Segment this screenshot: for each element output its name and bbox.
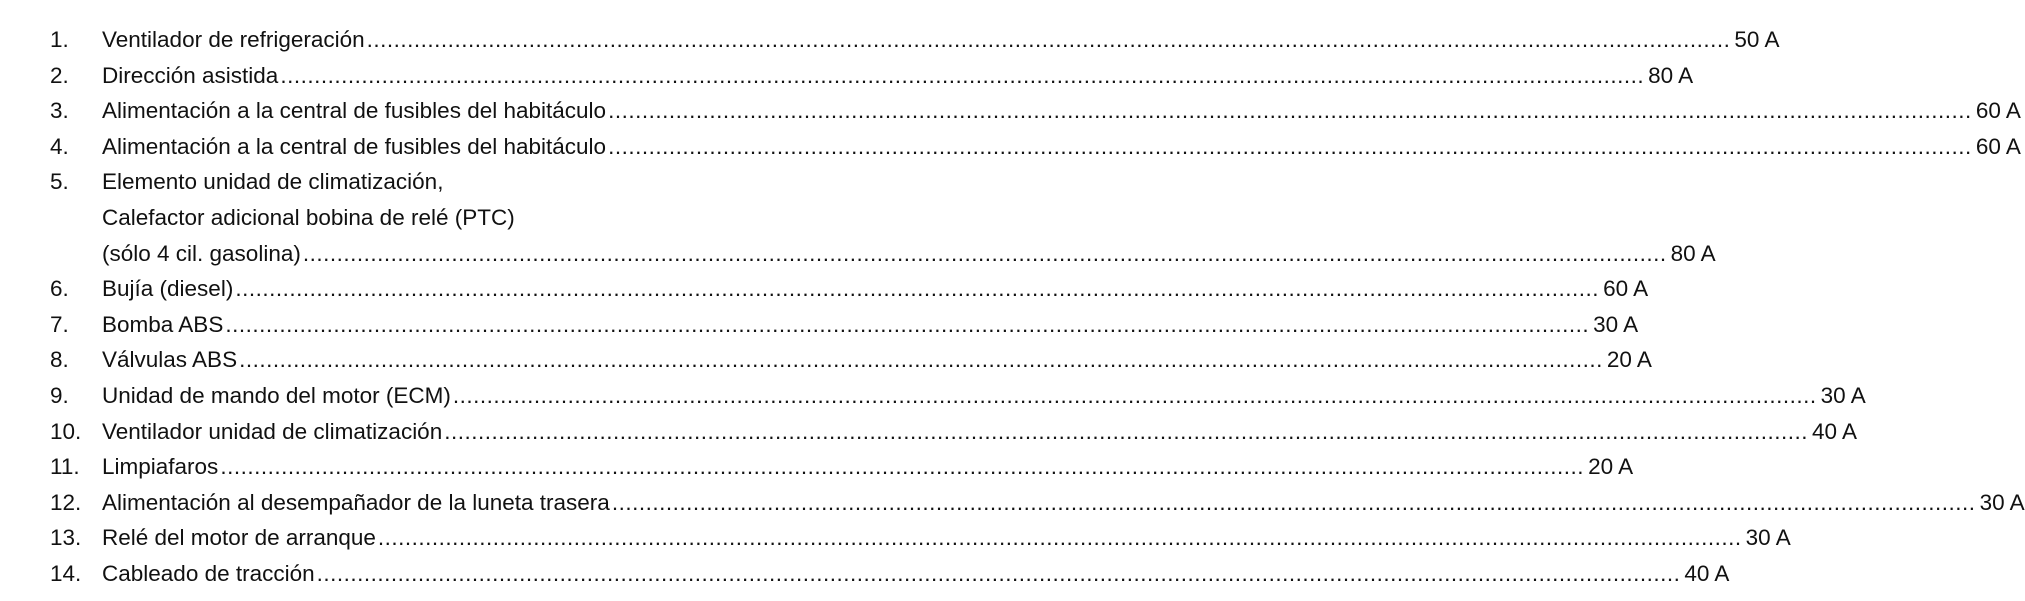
item-number: 2. xyxy=(50,62,69,88)
item-amperage: 40 A xyxy=(1684,560,1730,586)
item-number: 7. xyxy=(50,311,69,337)
list-item xyxy=(50,22,1780,58)
item-label: Alimentación a la central de fusibles del habitáculo xyxy=(102,98,607,124)
item-body xyxy=(102,271,1648,307)
item-label-line: Elemento unidad de climatización, xyxy=(102,169,444,195)
item-label-line: Calefactor adicional bobina de relé (PTC) xyxy=(102,204,515,230)
item-label: Ventilador de refrigeración xyxy=(102,27,365,52)
item-number: 13. xyxy=(50,525,82,551)
list-item xyxy=(50,378,1866,414)
dot-leader xyxy=(453,378,1817,414)
item-number: 9. xyxy=(50,382,69,408)
item-body xyxy=(102,22,1779,58)
item-number: 5. xyxy=(50,169,69,195)
item-amperage: 80 A xyxy=(1670,240,1716,266)
item-amperage: 50 A xyxy=(1734,27,1780,52)
item-body xyxy=(102,414,1857,450)
item-label: Válvulas ABS xyxy=(102,347,238,373)
item-body xyxy=(102,129,2021,165)
item-amperage: 80 A xyxy=(1648,62,1694,88)
item-body xyxy=(102,58,1693,94)
item-label: Cableado de tracción xyxy=(102,560,315,586)
item-leader-line xyxy=(102,129,2021,165)
item-label: Bujía (diesel) xyxy=(102,276,234,302)
dot-leader xyxy=(239,342,1603,378)
item-label: Limpiafaros xyxy=(102,454,219,480)
item-body xyxy=(102,449,1633,485)
dot-leader xyxy=(317,556,1681,592)
item-label: Dirección asistida xyxy=(102,62,279,88)
dot-leader xyxy=(608,93,1972,129)
item-body xyxy=(102,342,1652,378)
item-amperage: 20 A xyxy=(1606,347,1652,373)
dot-leader xyxy=(280,58,1644,94)
item-number: 12. xyxy=(50,489,82,515)
fuse-list xyxy=(50,22,2025,592)
list-item xyxy=(50,520,1791,556)
item-number: 6. xyxy=(50,276,69,302)
item-number: 14. xyxy=(50,560,82,586)
list-item xyxy=(50,307,1639,343)
list-item xyxy=(50,93,2021,129)
item-amperage: 30 A xyxy=(1820,382,1866,408)
item-leader-line xyxy=(102,449,1633,485)
item-leader-line xyxy=(102,93,2021,129)
item-leader-line xyxy=(102,485,2025,521)
dot-leader xyxy=(303,236,1667,272)
item-leader-line xyxy=(102,307,1638,343)
dot-leader xyxy=(367,22,1731,58)
item-number: 10. xyxy=(50,418,82,444)
item-amperage: 30 A xyxy=(1593,311,1639,337)
item-number: 4. xyxy=(50,133,69,159)
dot-leader xyxy=(612,485,1976,521)
item-amperage: 60 A xyxy=(1975,98,2021,124)
item-body xyxy=(102,307,1638,343)
list-item xyxy=(50,414,1858,450)
item-amperage: 40 A xyxy=(1811,418,1858,444)
dot-leader xyxy=(444,414,1808,450)
item-leader-line xyxy=(102,414,1857,450)
list-item xyxy=(50,129,2021,165)
item-label: Ventilador unidad de climatización xyxy=(102,418,443,444)
item-number: 3. xyxy=(50,98,69,124)
item-leader-line xyxy=(102,58,1693,94)
item-body xyxy=(102,520,1791,556)
list-item xyxy=(50,485,2025,521)
item-body xyxy=(102,378,1866,414)
item-amperage: 30 A xyxy=(1979,489,2025,515)
item-leader-line xyxy=(102,556,1729,592)
item-label: Alimentación al desempañador de la luneta trasera xyxy=(102,489,610,515)
item-leader-line xyxy=(102,236,1716,272)
dot-leader xyxy=(608,129,1972,165)
list-item xyxy=(50,556,1730,592)
item-leader-line xyxy=(102,22,1779,58)
dot-leader xyxy=(225,307,1589,343)
item-label: Relé del motor de arranque xyxy=(102,525,376,551)
list-item xyxy=(50,164,1716,271)
item-amperage: 60 A xyxy=(1975,133,2021,159)
list-item xyxy=(50,58,1694,94)
item-label: Alimentación a la central de fusibles del habitáculo xyxy=(102,133,607,159)
item-number: 11. xyxy=(50,454,80,480)
item-amperage: 60 A xyxy=(1603,276,1649,302)
item-number: 8. xyxy=(50,347,69,373)
item-leader-line xyxy=(102,520,1791,556)
item-body xyxy=(102,93,2021,129)
list-item xyxy=(50,342,1652,378)
item-number: 1. xyxy=(50,27,69,52)
item-leader-line xyxy=(102,378,1866,414)
item-body xyxy=(102,556,1729,592)
item-amperage: 20 A xyxy=(1588,454,1634,480)
item-label: Unidad de mando del motor (ECM) xyxy=(102,382,451,408)
dot-leader xyxy=(235,271,1599,307)
item-label: (sólo 4 cil. gasolina) xyxy=(102,240,301,266)
list-item xyxy=(50,271,1649,307)
dot-leader xyxy=(378,520,1742,556)
item-leader-line xyxy=(102,271,1648,307)
item-label: Bomba ABS xyxy=(102,311,224,337)
item-body xyxy=(102,485,2025,521)
item-body xyxy=(102,164,1716,271)
dot-leader xyxy=(220,449,1584,485)
item-amperage: 30 A xyxy=(1745,525,1791,551)
item-leader-line xyxy=(102,342,1652,378)
list-item xyxy=(50,449,1634,485)
